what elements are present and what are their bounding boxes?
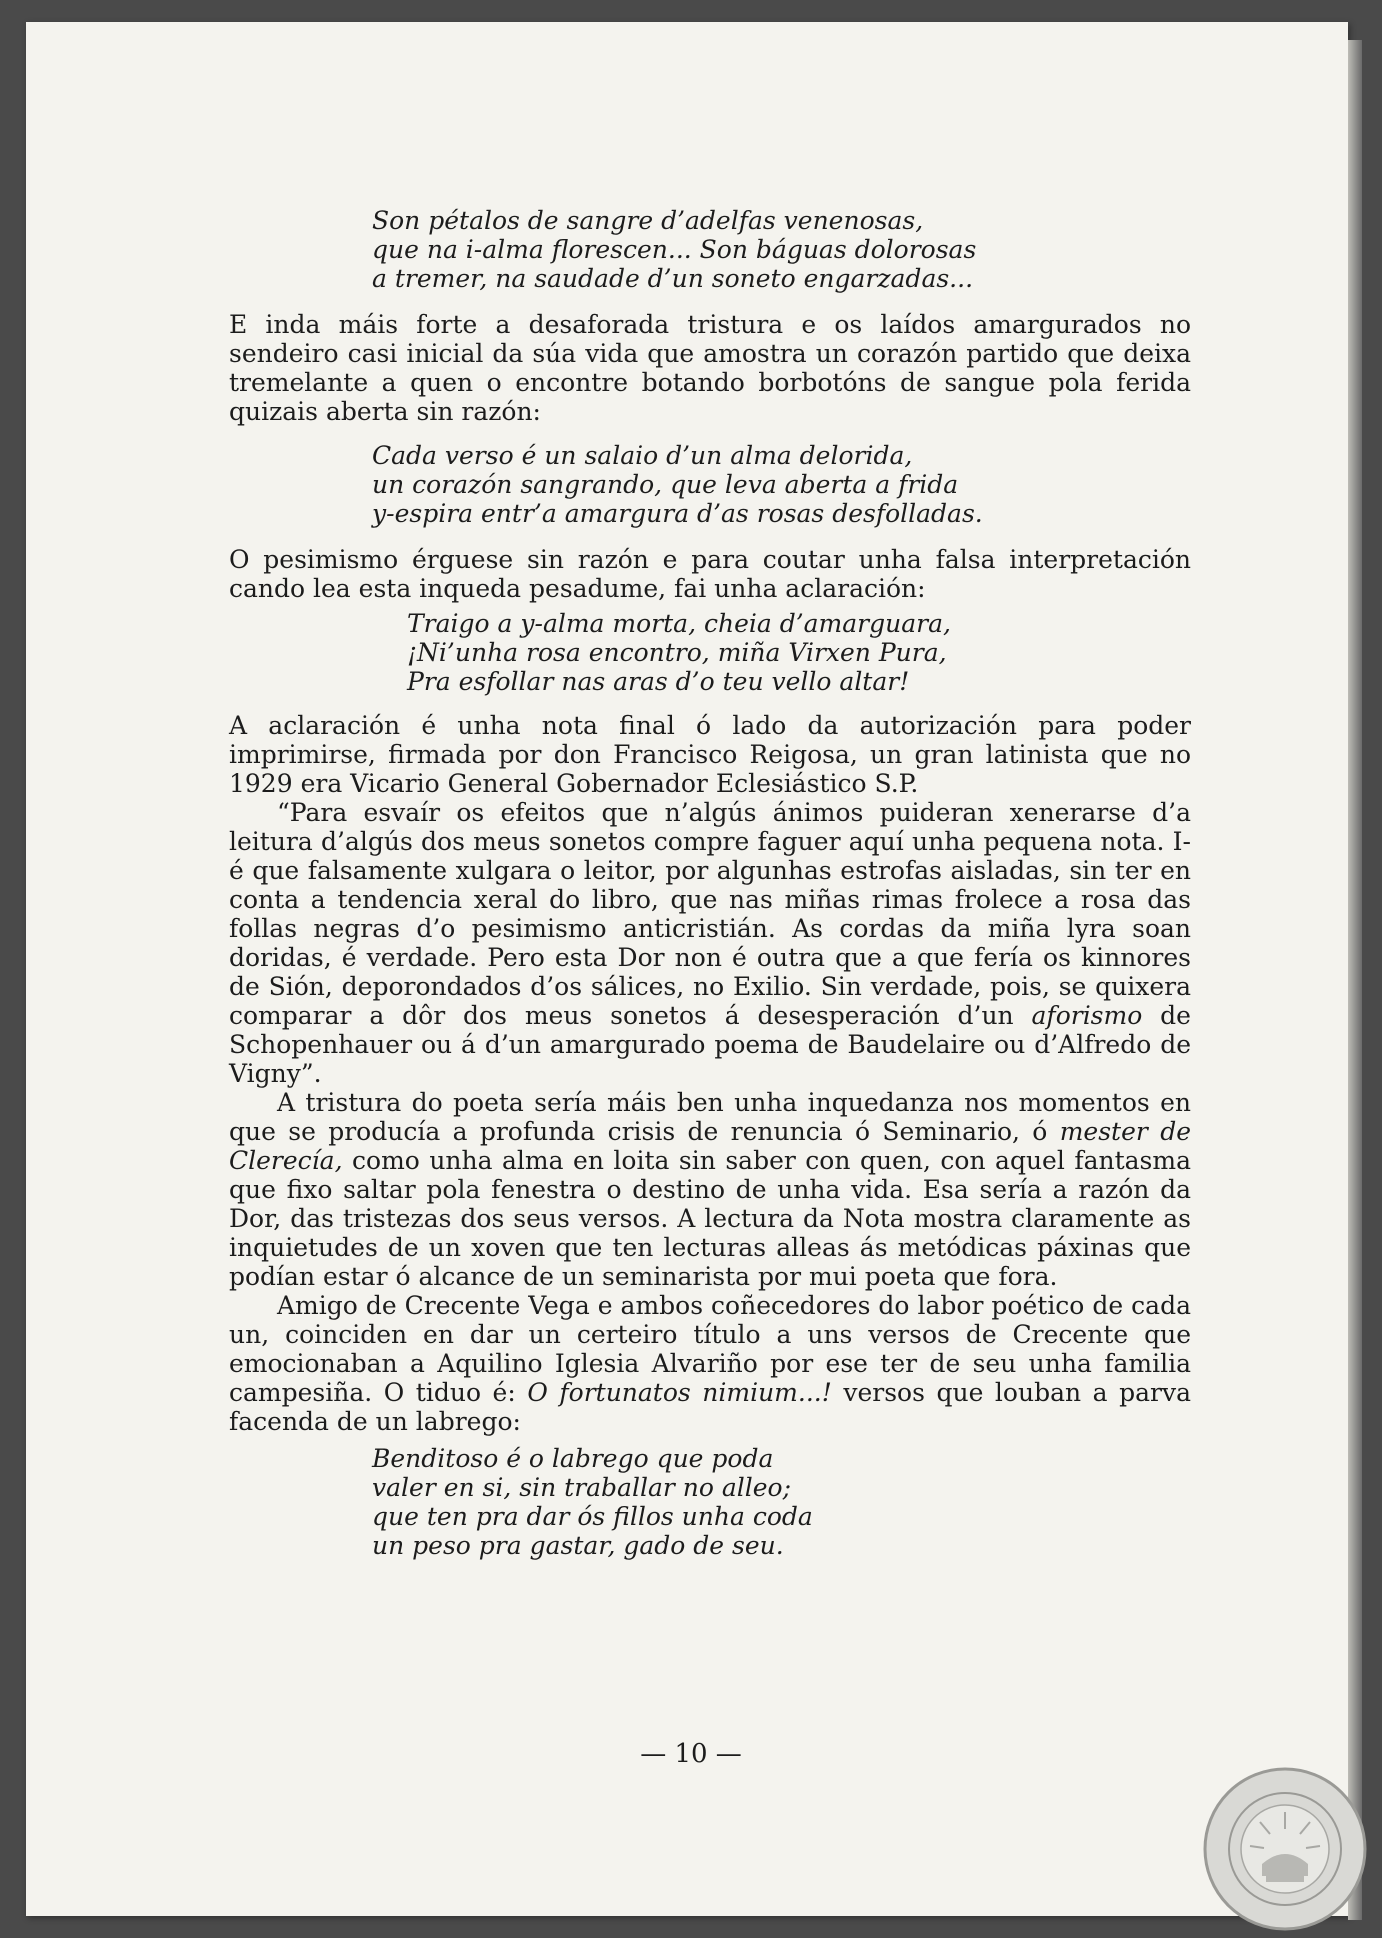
page-edge-shadow [1348, 40, 1362, 1920]
verse-line: Son pétalos de sangre d’adelfas venenosas, [372, 206, 924, 235]
verse-line: un corazón sangrando, que leva aberta a frida [372, 470, 959, 499]
verse-block-1 [372, 206, 1191, 293]
verse-line: un peso pra gastar, gado de seu. [372, 1531, 784, 1560]
verse-line: Benditoso é o labrego que poda [372, 1444, 774, 1473]
text-run: “Para esvaír os efeitos que n’algús ánimos puideran xenerarse d’a leitura d’algús dos meus sonetos compre faguer aquí unha pequena nota. I-é que falsamente xulgara o leitor, por algunhas estrofas aisladas, sin ter en conta a tendencia xeral do libro, que nas miñas rimas frolece a rosa das follas negras d’o pesimismo anticristián. As cordas da miña lyra soan doridas, é verdade. Pero esta Dor non é outra que a que fería os kinnores de Sión, deporondados d’os sálices, no Exilio. Sin verdade, pois, se quixera comparar a dôr dos meus sonetos á desesperación d’un [229, 798, 1191, 1030]
verse-line: Traigo a y-alma morta, cheia d’amarguara, [407, 609, 951, 638]
italic-term: mester de Clerecía, [229, 1117, 1191, 1175]
paragraph-text [229, 798, 1191, 1088]
text-run: versos que louban a parva facenda de un labrego: [229, 1378, 1191, 1436]
paragraph-text: E inda máis forte a desaforada tristura e os laídos amargurados no sendeiro casi inicial da súa vida que amostra un corazón partido que deixa tremelante a quen o encontre botando borbotóns de sangue pola ferida quizais aberta sin razón: [229, 310, 1191, 426]
page-content [229, 206, 1191, 1560]
italic-title: O fortunatos nimium...! [527, 1378, 832, 1407]
verse-line: valer en si, sin traballar no alleo; [372, 1473, 792, 1502]
paragraph-5 [229, 1088, 1191, 1291]
italic-term: aforismo [1031, 1001, 1143, 1030]
verse-line: Pra esfollar nas aras d’o teu vello altar! [407, 667, 910, 696]
text-run: de Schopenhauer ou á d’un amargurado poema de Baudelaire ou d’Alfredo de Vigny”. [229, 1001, 1191, 1088]
verse-block-2 [372, 441, 1191, 528]
verse-block-4 [372, 1444, 1191, 1560]
paragraph-text [229, 1291, 1191, 1436]
verse-line: ¡Ni’unha rosa encontro, miña Virxen Pura, [407, 638, 947, 667]
verse-line: que na i-alma florescen... Son báguas dolorosas [372, 235, 977, 264]
verse-line: y-espira entr’a amargura d’as rosas desfolladas. [372, 499, 983, 528]
paragraph-3 [229, 711, 1191, 798]
verse-line: Cada verso é un salaio d’un alma delorida, [372, 441, 913, 470]
verse-line: a tremer, na saudade d’un soneto engarzadas... [372, 264, 974, 293]
paragraph-1 [229, 310, 1191, 426]
paragraph-2 [229, 545, 1191, 603]
text-run: Amigo de Crecente Vega e ambos coñecedores do labor poético de cada un, coinciden en dar un certeiro título a uns versos de Crecente que emocionaban a Aquilino Iglesia Alvariño por ese ter de seu unha familia campesiña. O tiduo é: [229, 1291, 1191, 1407]
paragraph-text: A aclaración é unha nota final ó lado da autorización para poder imprimirse, firmada por don Francisco Reigosa, un gran latinista que no 1929 era Vicario General Gobernador Eclesiástico S.P. [229, 711, 1191, 798]
verse-line: que ten pra dar ós fillos unha coda [372, 1502, 813, 1531]
paragraph-text [229, 1088, 1191, 1291]
text-run: A tristura do poeta sería máis ben unha inquedanza nos momentos en que se producía a profunda crisis de renuncia ó Seminario, ó [229, 1088, 1191, 1146]
verse-block-3 [407, 609, 1191, 696]
paragraph-4-quote [229, 798, 1191, 1088]
page-number: — 10 — [640, 1739, 742, 1769]
text-run: como unha alma en loita sin saber con quen, con aquel fantasma que fixo saltar pola fenestra o destino de unha vida. Esa sería a razón da Dor, das tristezas dos seus versos. A lectura da Nota mostra claramente as inquietudes de un xoven que ten lecturas alleas ás metódicas páxinas que podían estar ó alcance de un seminarista por mui poeta que fora. [229, 1146, 1191, 1291]
paragraph-text: O pesimismo érguese sin razón e para coutar unha falsa interpretación cando lea esta inqueda pesadume, fai unha aclaración: [229, 545, 1191, 603]
library-seal-stamp-icon [1200, 1764, 1370, 1934]
paragraph-6 [229, 1291, 1191, 1436]
